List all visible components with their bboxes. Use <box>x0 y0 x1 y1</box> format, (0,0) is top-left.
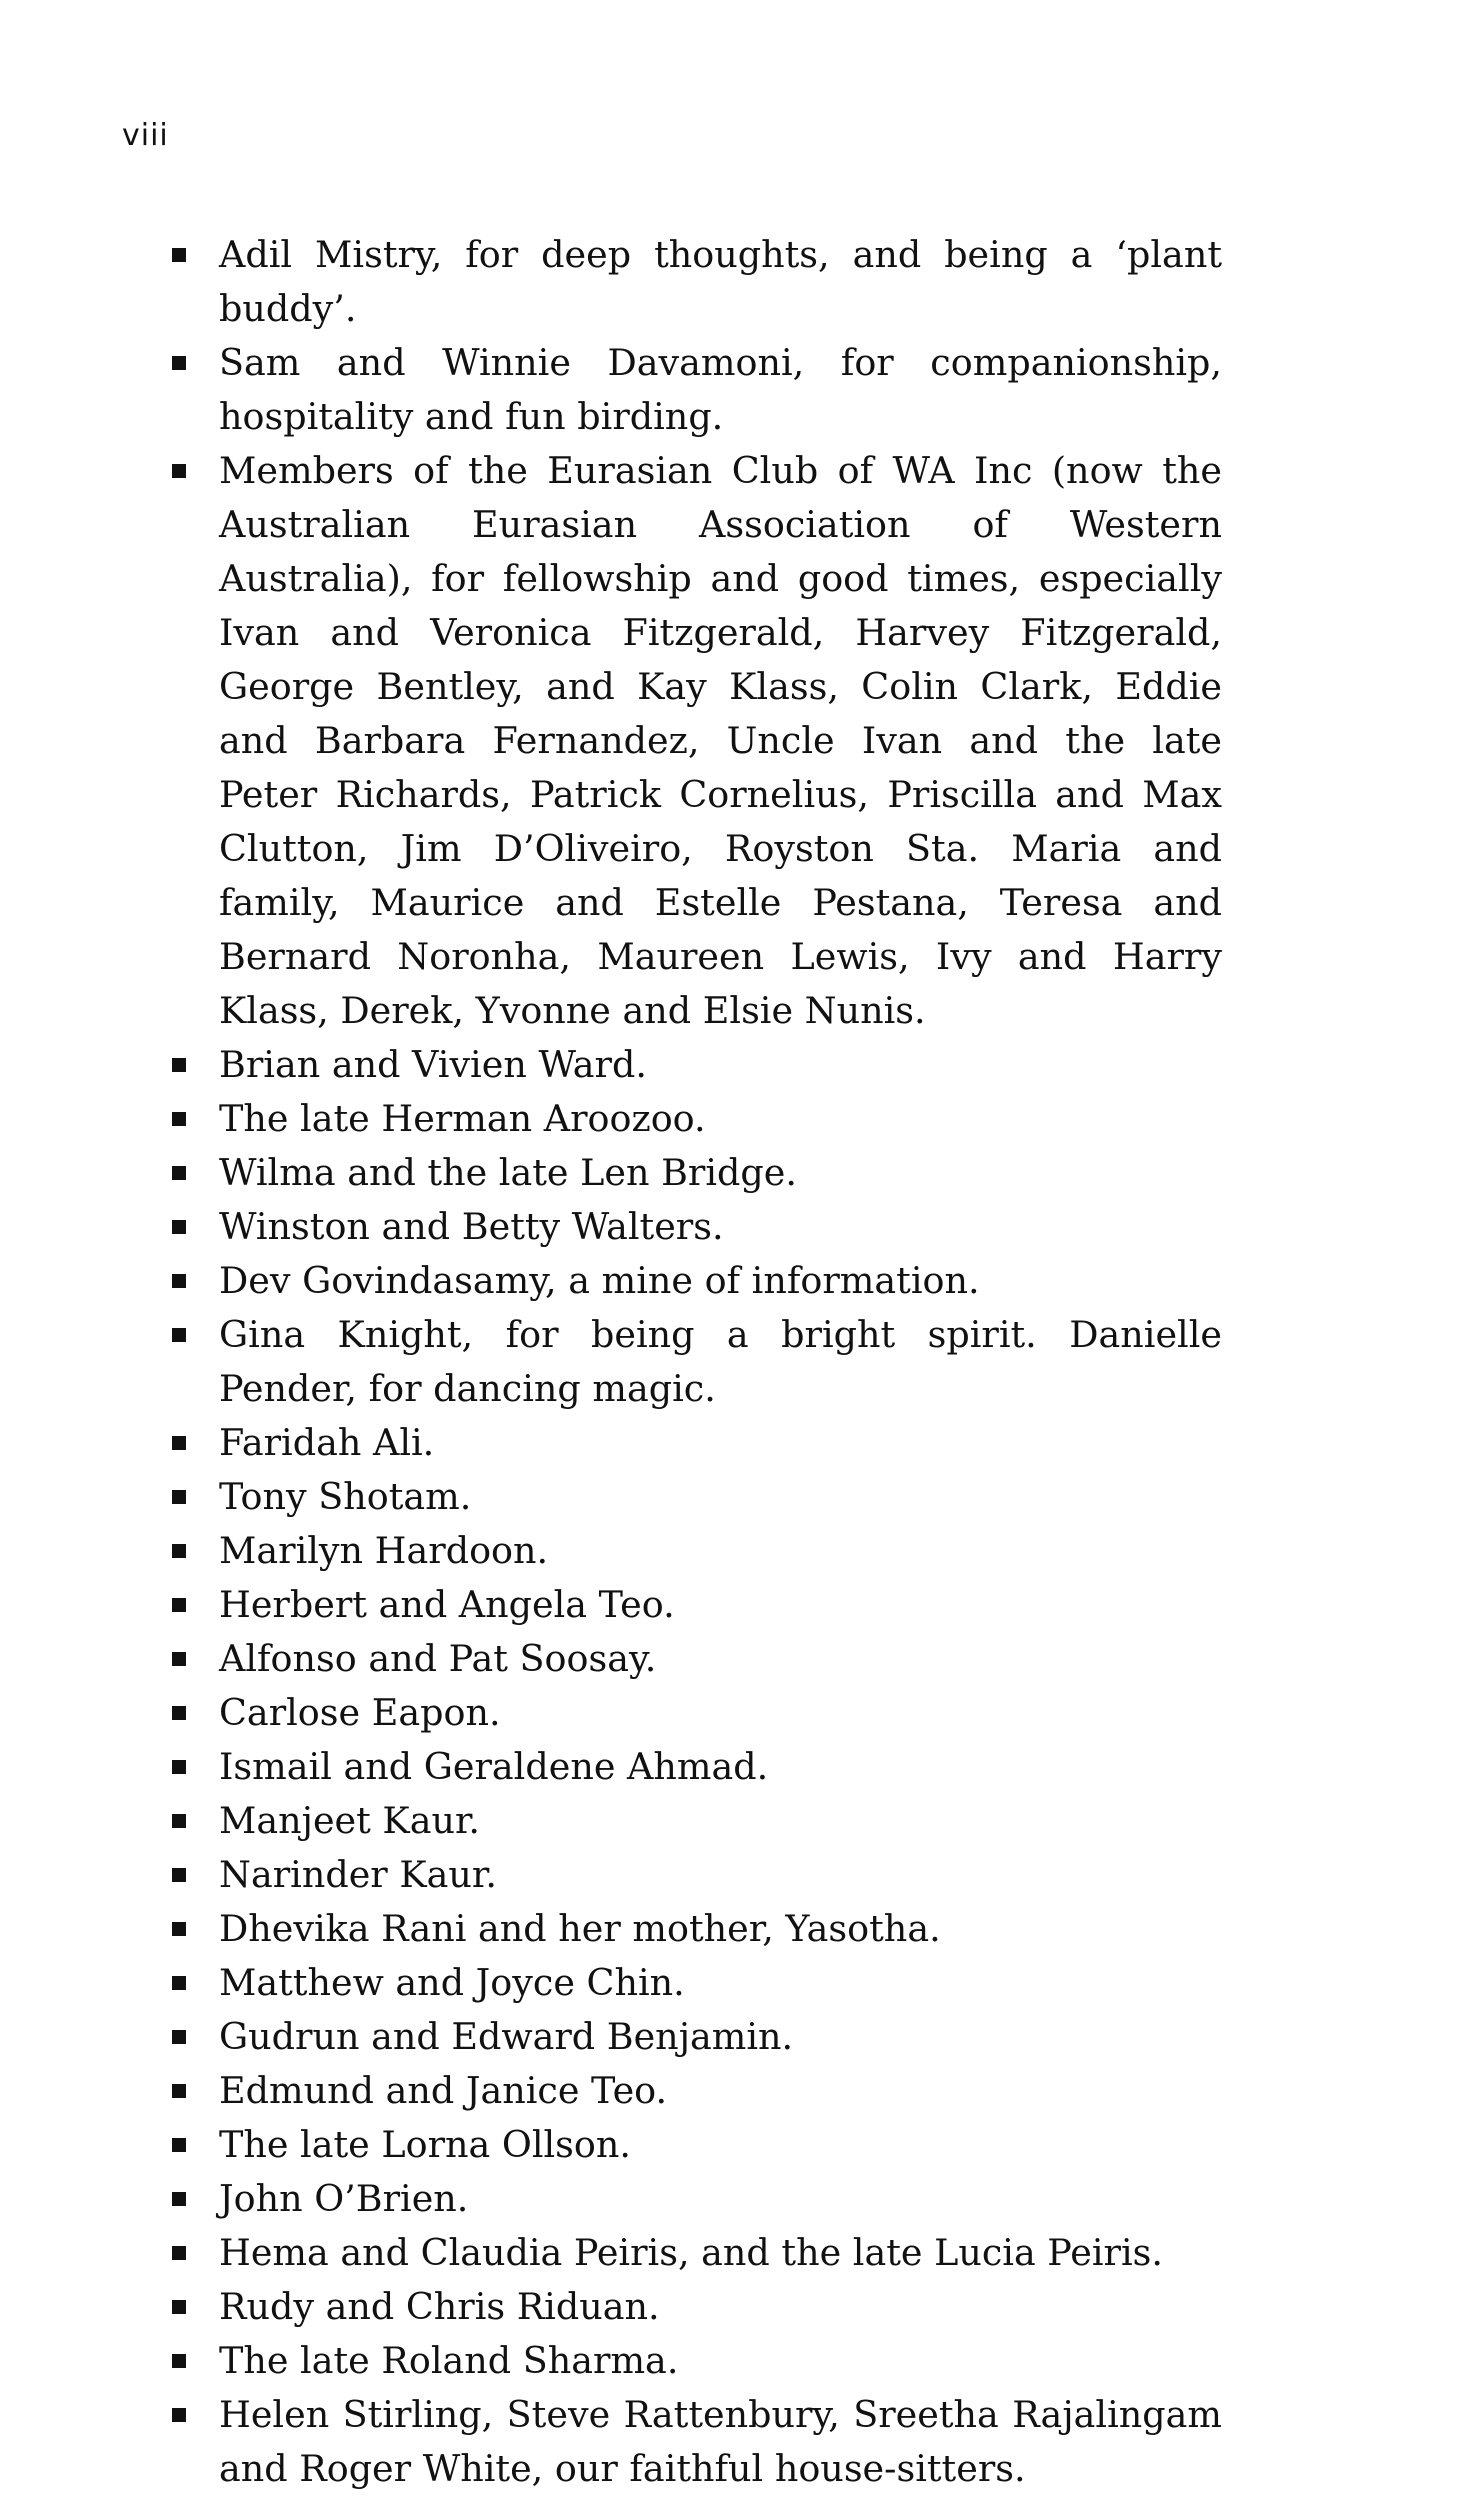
square-bullet-icon <box>172 1328 186 1342</box>
list-item-text: Winston and Betty Walters. <box>219 1205 724 1248</box>
list-item <box>172 2064 1222 2118</box>
list-item-text: Narinder Kaur. <box>219 1853 497 1896</box>
square-bullet-icon <box>172 1868 186 1882</box>
square-bullet-icon <box>172 1814 186 1828</box>
list-item <box>172 1848 1222 1902</box>
list-item-text: The late Herman Aroozoo. <box>219 1097 706 1140</box>
square-bullet-icon <box>172 1058 186 1072</box>
square-bullet-icon <box>172 1598 186 1612</box>
list-item <box>172 2280 1222 2334</box>
list-item <box>172 2010 1222 2064</box>
list-item-text: Faridah Ali. <box>219 1421 435 1464</box>
list-item-text: Sam and Winnie Davamoni, for companionship, hospitality and fun birding. <box>219 341 1222 438</box>
list-item <box>172 1092 1222 1146</box>
square-bullet-icon <box>172 1706 186 1720</box>
square-bullet-icon <box>172 2246 186 2260</box>
list-item <box>172 1686 1222 1740</box>
list-item-text: Dhevika Rani and her mother, Yasotha. <box>219 1907 941 1950</box>
list-item-text: Ismail and Geraldene Ahmad. <box>219 1745 769 1788</box>
square-bullet-icon <box>172 464 186 478</box>
square-bullet-icon <box>172 2192 186 2206</box>
list-item-text: The late Lorna Ollson. <box>219 2123 631 2166</box>
list-item <box>172 1578 1222 1632</box>
list-item-text: Carlose Eapon. <box>219 1691 501 1734</box>
square-bullet-icon <box>172 1544 186 1558</box>
square-bullet-icon <box>172 248 186 262</box>
square-bullet-icon <box>172 1112 186 1126</box>
list-item <box>172 1956 1222 2010</box>
list-item-text: Gudrun and Edward Benjamin. <box>219 2015 794 2058</box>
square-bullet-icon <box>172 2138 186 2152</box>
list-item-text: Manjeet Kaur. <box>219 1799 481 1842</box>
list-item-text: The late Roland Sharma. <box>219 2339 679 2382</box>
list-item <box>172 444 1222 1038</box>
list-item <box>172 2226 1222 2280</box>
list-item <box>172 1524 1222 1578</box>
list-item-text: Rudy and Chris Riduan. <box>219 2285 660 2328</box>
square-bullet-icon <box>172 2354 186 2368</box>
list-item <box>172 2172 1222 2226</box>
list-item-text: Dev Govindasamy, a mine of information. <box>219 1259 980 1302</box>
list-item <box>172 1470 1222 1524</box>
list-item <box>172 1740 1222 1794</box>
square-bullet-icon <box>172 1922 186 1936</box>
square-bullet-icon <box>172 2084 186 2098</box>
acknowledgements-list <box>172 228 1222 2496</box>
list-item <box>172 1416 1222 1470</box>
square-bullet-icon <box>172 1652 186 1666</box>
square-bullet-icon <box>172 2408 186 2422</box>
list-item <box>172 2334 1222 2388</box>
list-item <box>172 1794 1222 1848</box>
list-item-text: Alfonso and Pat Soosay. <box>219 1637 657 1680</box>
list-item-text: Edmund and Janice Teo. <box>219 2069 668 2112</box>
list-item-text: Gina Knight, for being a bright spirit. Danielle Pender, for dancing magic. <box>219 1313 1222 1410</box>
list-item <box>172 2118 1222 2172</box>
list-item <box>172 1254 1222 1308</box>
list-item <box>172 1146 1222 1200</box>
list-item-text: Brian and Vivien Ward. <box>219 1043 647 1086</box>
list-item-text: Matthew and Joyce Chin. <box>219 1961 685 2004</box>
square-bullet-icon <box>172 1166 186 1180</box>
list-item <box>172 1308 1222 1416</box>
square-bullet-icon <box>172 1274 186 1288</box>
square-bullet-icon <box>172 2300 186 2314</box>
list-item-text: Marilyn Hardoon. <box>219 1529 549 1572</box>
list-item-text: Members of the Eurasian Club of WA Inc (now the Australian Eurasian Association of Western Australia), for fellowship and good times, especially Ivan and Veronica Fitzgerald, Harvey Fitzgerald, George Bentley, and Kay Klass, Colin Clark, Eddie and Barbara Fernandez, Uncle Ivan and the late Peter Richards, Patrick Cornelius, Priscilla and Max Clutton, Jim D’Oliveiro, Royston Sta. Maria and family, Maurice and Estelle Pestana, Teresa and Bernard Noronha, Maureen Lewis, Ivy and Harry Klass, Derek, Yvonne and Elsie Nunis. <box>219 449 1222 1032</box>
page-number: viii <box>122 118 169 153</box>
list-item-text: Helen Stirling, Steve Rattenbury, Sreetha Rajalingam and Roger White, our faithful house-sitters. <box>219 2393 1222 2490</box>
list-item <box>172 1200 1222 1254</box>
square-bullet-icon <box>172 1436 186 1450</box>
square-bullet-icon <box>172 1490 186 1504</box>
list-item <box>172 1632 1222 1686</box>
list-item-text: John O’Brien. <box>219 2177 469 2220</box>
list-item <box>172 2388 1222 2496</box>
square-bullet-icon <box>172 1976 186 1990</box>
square-bullet-icon <box>172 356 186 370</box>
list-item <box>172 336 1222 444</box>
list-item-text: Hema and Claudia Peiris, and the late Lucia Peiris. <box>219 2231 1163 2274</box>
list-item <box>172 1038 1222 1092</box>
square-bullet-icon <box>172 1760 186 1774</box>
square-bullet-icon <box>172 2030 186 2044</box>
list-item-text: Adil Mistry, for deep thoughts, and being a ‘plant buddy’. <box>219 233 1222 330</box>
list-item-text: Herbert and Angela Teo. <box>219 1583 675 1626</box>
list-item-text: Tony Shotam. <box>219 1475 472 1518</box>
list-item <box>172 1902 1222 1956</box>
square-bullet-icon <box>172 1220 186 1234</box>
list-item-text: Wilma and the late Len Bridge. <box>219 1151 797 1194</box>
list-item <box>172 228 1222 336</box>
